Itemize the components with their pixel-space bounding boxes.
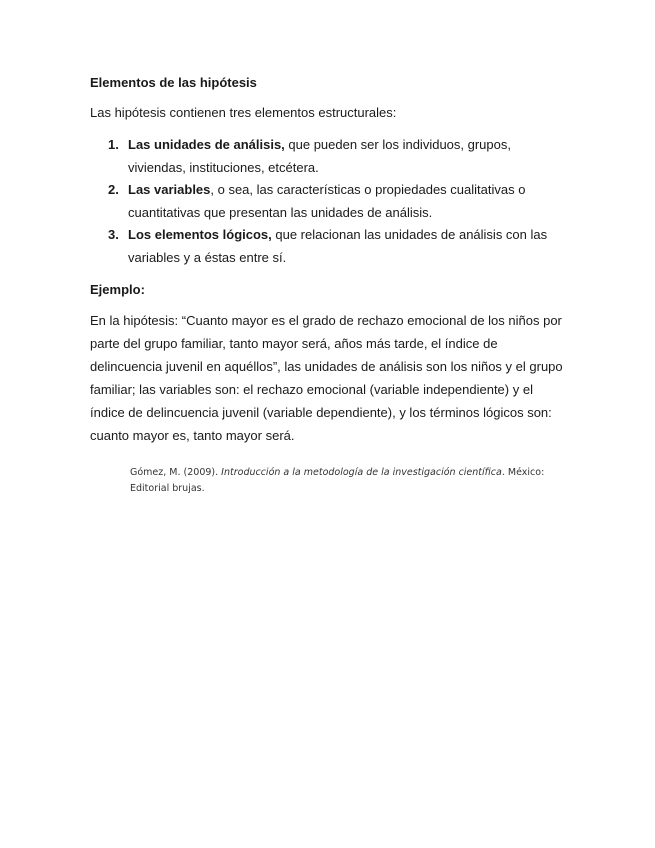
intro-paragraph: Las hipótesis contienen tres elementos estructurales: <box>90 105 397 120</box>
document-body <box>90 74 570 447</box>
citation <box>130 465 570 497</box>
list-term: Las variables <box>128 182 211 197</box>
list-item <box>108 179 570 224</box>
section-heading: Elementos de las hipótesis <box>90 75 257 90</box>
list-number: 1. <box>108 137 119 152</box>
list-description: que relacionan las unidades de análisis con las variables y a éstas entre sí. <box>128 227 548 265</box>
citation-publisher: . México: Editorial brujas. <box>130 467 545 494</box>
example-paragraph: En la hipótesis: “Cuanto mayor es el grado de rechazo emocional de los niños por parte del grupo familiar, tanto mayor será, años más tarde, el índice de delincuencia juvenil en aquéllos”, las unidades de análisis son los niños y el grupo familiar; las variables son: el rechazo emocional (variable independiente) y el índice de delincuencia juvenil (variable dependiente), y los términos lógicos son: cuanto mayor es, tanto mayor será. <box>90 313 563 443</box>
list-description: , o sea, las características o propiedades cualitativas o cuantitativas que presentan las unidades de análisis. <box>128 182 526 220</box>
list-item <box>108 134 570 179</box>
example-heading: Ejemplo: <box>90 282 145 297</box>
list-item <box>108 224 570 269</box>
citation-title: Introducción a la metodología de la investigación científica <box>221 467 502 478</box>
list-term: Las unidades de análisis, <box>128 137 285 152</box>
list-number: 2. <box>108 182 119 197</box>
citation-author-year: Gómez, M. (2009). <box>130 467 222 478</box>
list-term: Los elementos lógicos, <box>128 227 272 242</box>
list-description: que pueden ser los individuos, grupos, viviendas, instituciones, etcétera. <box>128 137 511 175</box>
list-number: 3. <box>108 227 119 242</box>
elements-list <box>90 134 570 269</box>
